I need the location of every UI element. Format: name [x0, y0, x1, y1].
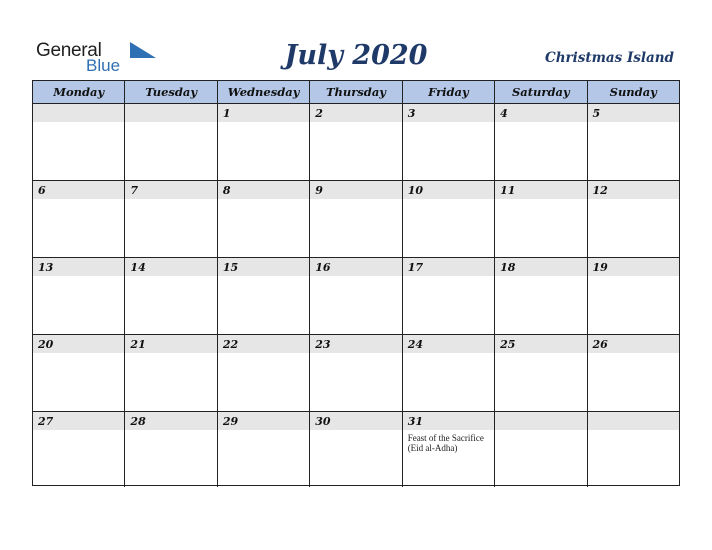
day-cell: [310, 258, 402, 334]
week-row: [33, 412, 679, 487]
day-cell: [588, 181, 679, 257]
region-label: Christmas Island: [544, 50, 674, 66]
calendar-grid: [32, 80, 680, 486]
day-cell: [33, 104, 125, 180]
day-cell: [125, 104, 217, 180]
day-cell: [33, 335, 125, 411]
day-cell: [588, 258, 679, 334]
day-number: 27: [38, 415, 54, 428]
day-number: 1: [222, 107, 231, 120]
day-number-band: [218, 104, 309, 122]
week-row: [33, 104, 679, 181]
day-number: 4: [500, 107, 508, 120]
week-row: [33, 335, 679, 412]
day-cell: [33, 412, 125, 487]
day-cell: [403, 104, 495, 180]
day-number: 16: [315, 261, 331, 274]
day-number: 7: [130, 184, 139, 197]
day-cell: [310, 335, 402, 411]
day-cell: [218, 335, 310, 411]
day-number: 18: [500, 261, 516, 274]
weekday-header: Tuesday: [125, 81, 217, 103]
day-number: 11: [500, 184, 516, 197]
day-number-band: [218, 181, 309, 199]
day-cell: [33, 181, 125, 257]
weekday-header: Saturday: [495, 81, 587, 103]
holiday-event: Feast of the Sacrifice (Eid al-Adha): [407, 433, 484, 453]
weekday-header-row: [33, 81, 679, 104]
day-number-band: [125, 181, 216, 199]
day-number-band: [310, 181, 401, 199]
day-number: 17: [407, 261, 423, 274]
day-cell: [125, 335, 217, 411]
day-number: 28: [130, 415, 146, 428]
day-cell: [310, 104, 402, 180]
day-number: 2: [315, 107, 323, 120]
week-row: [33, 181, 679, 258]
day-number-band: [403, 104, 494, 122]
weekday-header: Wednesday: [218, 81, 310, 103]
day-cell: [588, 335, 679, 411]
day-cell: [588, 412, 679, 487]
weekday-header: Thursday: [310, 81, 402, 103]
day-cell: [218, 258, 310, 334]
day-number-band: [310, 104, 401, 122]
day-number: 31: [407, 415, 423, 428]
day-cell: [310, 412, 402, 487]
logo-text-general: General: [36, 40, 102, 61]
day-number: 6: [38, 184, 46, 197]
day-cell: [495, 258, 587, 334]
day-number: 22: [222, 338, 239, 351]
weekday-header: Monday: [33, 81, 125, 103]
day-cell: [218, 181, 310, 257]
day-number: 8: [222, 184, 231, 197]
weekday-header: Friday: [403, 81, 495, 103]
day-number: 30: [315, 415, 331, 428]
page-title: July 2020: [284, 40, 428, 71]
day-cell: [125, 258, 217, 334]
week-row: [33, 258, 679, 335]
day-cell: [403, 258, 495, 334]
day-number: 15: [222, 261, 239, 274]
day-number: 5: [592, 107, 601, 120]
day-number: 29: [222, 415, 239, 428]
day-number-band: [125, 104, 216, 122]
day-number-band: [495, 412, 586, 430]
day-number-band: [588, 104, 679, 122]
day-cell: [218, 104, 310, 180]
day-cell: [33, 258, 125, 334]
day-cell: [495, 335, 587, 411]
day-cell: [495, 181, 587, 257]
day-number: 26: [592, 338, 608, 351]
day-number: 25: [500, 338, 516, 351]
day-cell: [218, 412, 310, 487]
day-number-band: [33, 181, 124, 199]
day-number: 10: [407, 184, 423, 197]
day-number: 9: [315, 184, 323, 197]
day-cell: [403, 181, 495, 257]
day-number: 12: [592, 184, 608, 197]
day-number-band: [588, 412, 679, 430]
day-cell: [403, 335, 495, 411]
day-number: 13: [38, 261, 54, 274]
day-cell: [125, 181, 217, 257]
day-number-band: [33, 104, 124, 122]
day-cell: [495, 412, 587, 487]
day-number: 24: [407, 338, 423, 351]
day-number: 21: [130, 338, 146, 351]
weekday-header: Sunday: [609, 85, 657, 99]
day-cell: [125, 412, 217, 487]
day-number-band: [495, 104, 586, 122]
day-cell: [495, 104, 587, 180]
logo-text-blue: Blue: [86, 56, 121, 75]
day-number: 23: [315, 338, 331, 351]
day-number: 20: [38, 338, 54, 351]
day-cell: [310, 181, 402, 257]
day-cell: [588, 104, 679, 180]
day-number: 14: [130, 261, 146, 274]
day-cell: [403, 412, 495, 487]
day-number: 19: [592, 261, 608, 274]
day-number: 3: [407, 107, 416, 120]
